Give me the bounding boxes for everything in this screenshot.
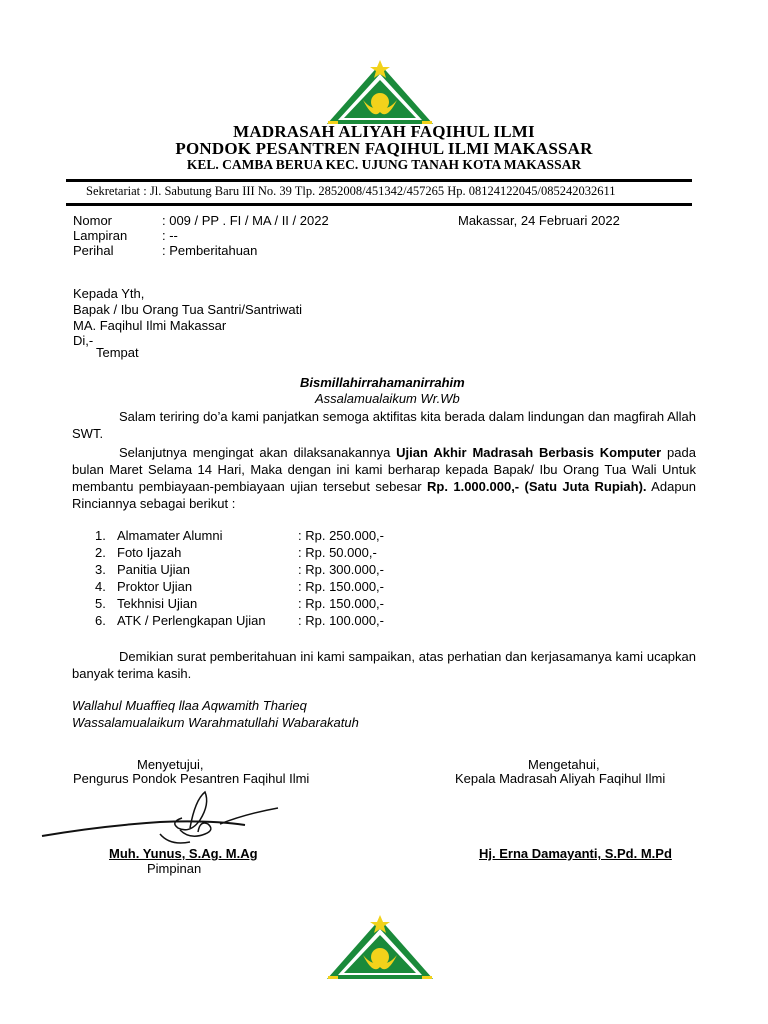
left-signatory-name: Muh. Yunus, S.Ag. M.Ag	[109, 846, 258, 861]
handwritten-signature	[40, 790, 290, 850]
nomor-label: Nomor	[73, 213, 113, 228]
closing-line-2: Wassalamualaikum Warahmatullahi Wabarakatuh	[72, 715, 359, 730]
body-paragraph-1	[72, 408, 696, 442]
item-name: Panitia Ujian	[117, 562, 190, 577]
item-name: Foto Ijazah	[117, 545, 182, 560]
addressee-line-5: Tempat	[96, 345, 139, 360]
item-number: 1.	[95, 528, 106, 543]
place-date: Makassar, 24 Februari 2022	[458, 213, 620, 228]
school-logo-bottom	[325, 915, 435, 981]
para2-text-e: Adapun Rinciannya sebagai berikut :	[72, 479, 697, 511]
letterhead-rule-bottom	[66, 203, 692, 206]
address-line: KEL. CAMBA BERUA KEC. UJUNG TANAH KOTA MAKASSAR	[186, 157, 582, 172]
letterhead-rule-top	[66, 179, 692, 182]
para1-text: Salam teriring do’a kami panjatkan semoga aktifitas kita berada dalam lindungan dan magfirah Allah SWT.	[72, 409, 696, 441]
item-amount: : Rp. 250.000,-	[298, 528, 384, 543]
item-amount: : Rp. 150.000,-	[298, 596, 384, 611]
addressee-line-1: Kepada Yth,	[73, 286, 145, 301]
left-signature-org: Pengurus Pondok Pesantren Faqihul Ilmi	[73, 771, 310, 786]
total-amount: Rp. 1.000.000,- (Satu Juta Rupiah).	[427, 479, 647, 494]
perihal-label: Perihal	[73, 243, 114, 258]
lampiran-value: : --	[162, 228, 178, 243]
right-signature-heading: Mengetahui,	[528, 757, 600, 772]
closing-line-1: Wallahul Muaffieq llaa Aqwamith Tharieq	[72, 698, 307, 713]
right-signature-org: Kepala Madrasah Aliyah Faqihul Ilmi	[455, 771, 666, 786]
exam-name: Ujian Akhir Madrasah Berbasis Komputer	[396, 445, 662, 460]
item-number: 2.	[95, 545, 106, 560]
item-number: 3.	[95, 562, 106, 577]
addressee-line-3: MA. Faqihul Ilmi Makassar	[73, 318, 227, 333]
item-name: ATK / Perlengkapan Ujian	[117, 613, 266, 628]
item-amount: : Rp. 300.000,-	[298, 562, 384, 577]
para2-text-c: pada bulan Maret Selama 14 Hari, Maka dengan ini kami berharap kepada Bapak/ Ibu Orang Tua Wali Untuk membantu pembiayaan-pembiayaan ujian tersebut sebesar	[72, 445, 696, 494]
pesantren-name: PONDOK PESANTREN FAQIHUL ILMI MAKASSAR	[175, 139, 593, 158]
item-number: 5.	[95, 596, 106, 611]
item-name: Tekhnisi Ujian	[117, 596, 198, 611]
para2-text-a: Selanjutnya mengingat akan dilaksanakannya	[119, 445, 397, 460]
closing-text: Demikian surat pemberitahuan ini kami sampaikan, atas perhatian dan kerjasamanya kami ucapkan banyak terima kasih.	[72, 649, 696, 681]
item-name: Almamater Alumni	[117, 528, 223, 543]
salam-opening: Assalamualaikum Wr.Wb	[315, 391, 460, 406]
item-number: 4.	[95, 579, 106, 594]
secretariat-line: Sekretariat : Jl. Sabutung Baru III No. 39 Tlp. 2852008/451342/457265 Hp. 08124122045/085242032611	[86, 184, 616, 198]
nomor-value: : 009 / PP . FI / MA / II / 2022	[162, 213, 329, 228]
school-logo-top	[325, 60, 435, 126]
body-paragraph-2	[72, 444, 696, 512]
item-number: 6.	[95, 613, 106, 628]
right-signatory-name: Hj. Erna Damayanti, S.Pd. M.Pd	[479, 846, 672, 861]
addressee-line-2: Bapak / Ibu Orang Tua Santri/Santriwati	[73, 302, 303, 317]
lampiran-label: Lampiran	[73, 228, 128, 243]
bismillah: Bismillahirrahamanirrahim	[300, 375, 465, 390]
school-name: MADRASAH ALIYAH FAQIHUL ILMI	[233, 122, 535, 141]
left-signature-heading: Menyetujui,	[137, 757, 204, 772]
addressee-line-4: Di,-	[73, 333, 94, 348]
item-name: Proktor Ujian	[117, 579, 193, 594]
perihal-value: : Pemberitahuan	[162, 243, 258, 258]
item-amount: : Rp. 100.000,-	[298, 613, 384, 628]
item-amount: : Rp. 150.000,-	[298, 579, 384, 594]
left-signatory-title: Pimpinan	[147, 861, 202, 876]
closing-paragraph	[72, 648, 696, 682]
item-amount: : Rp. 50.000,-	[298, 545, 377, 560]
